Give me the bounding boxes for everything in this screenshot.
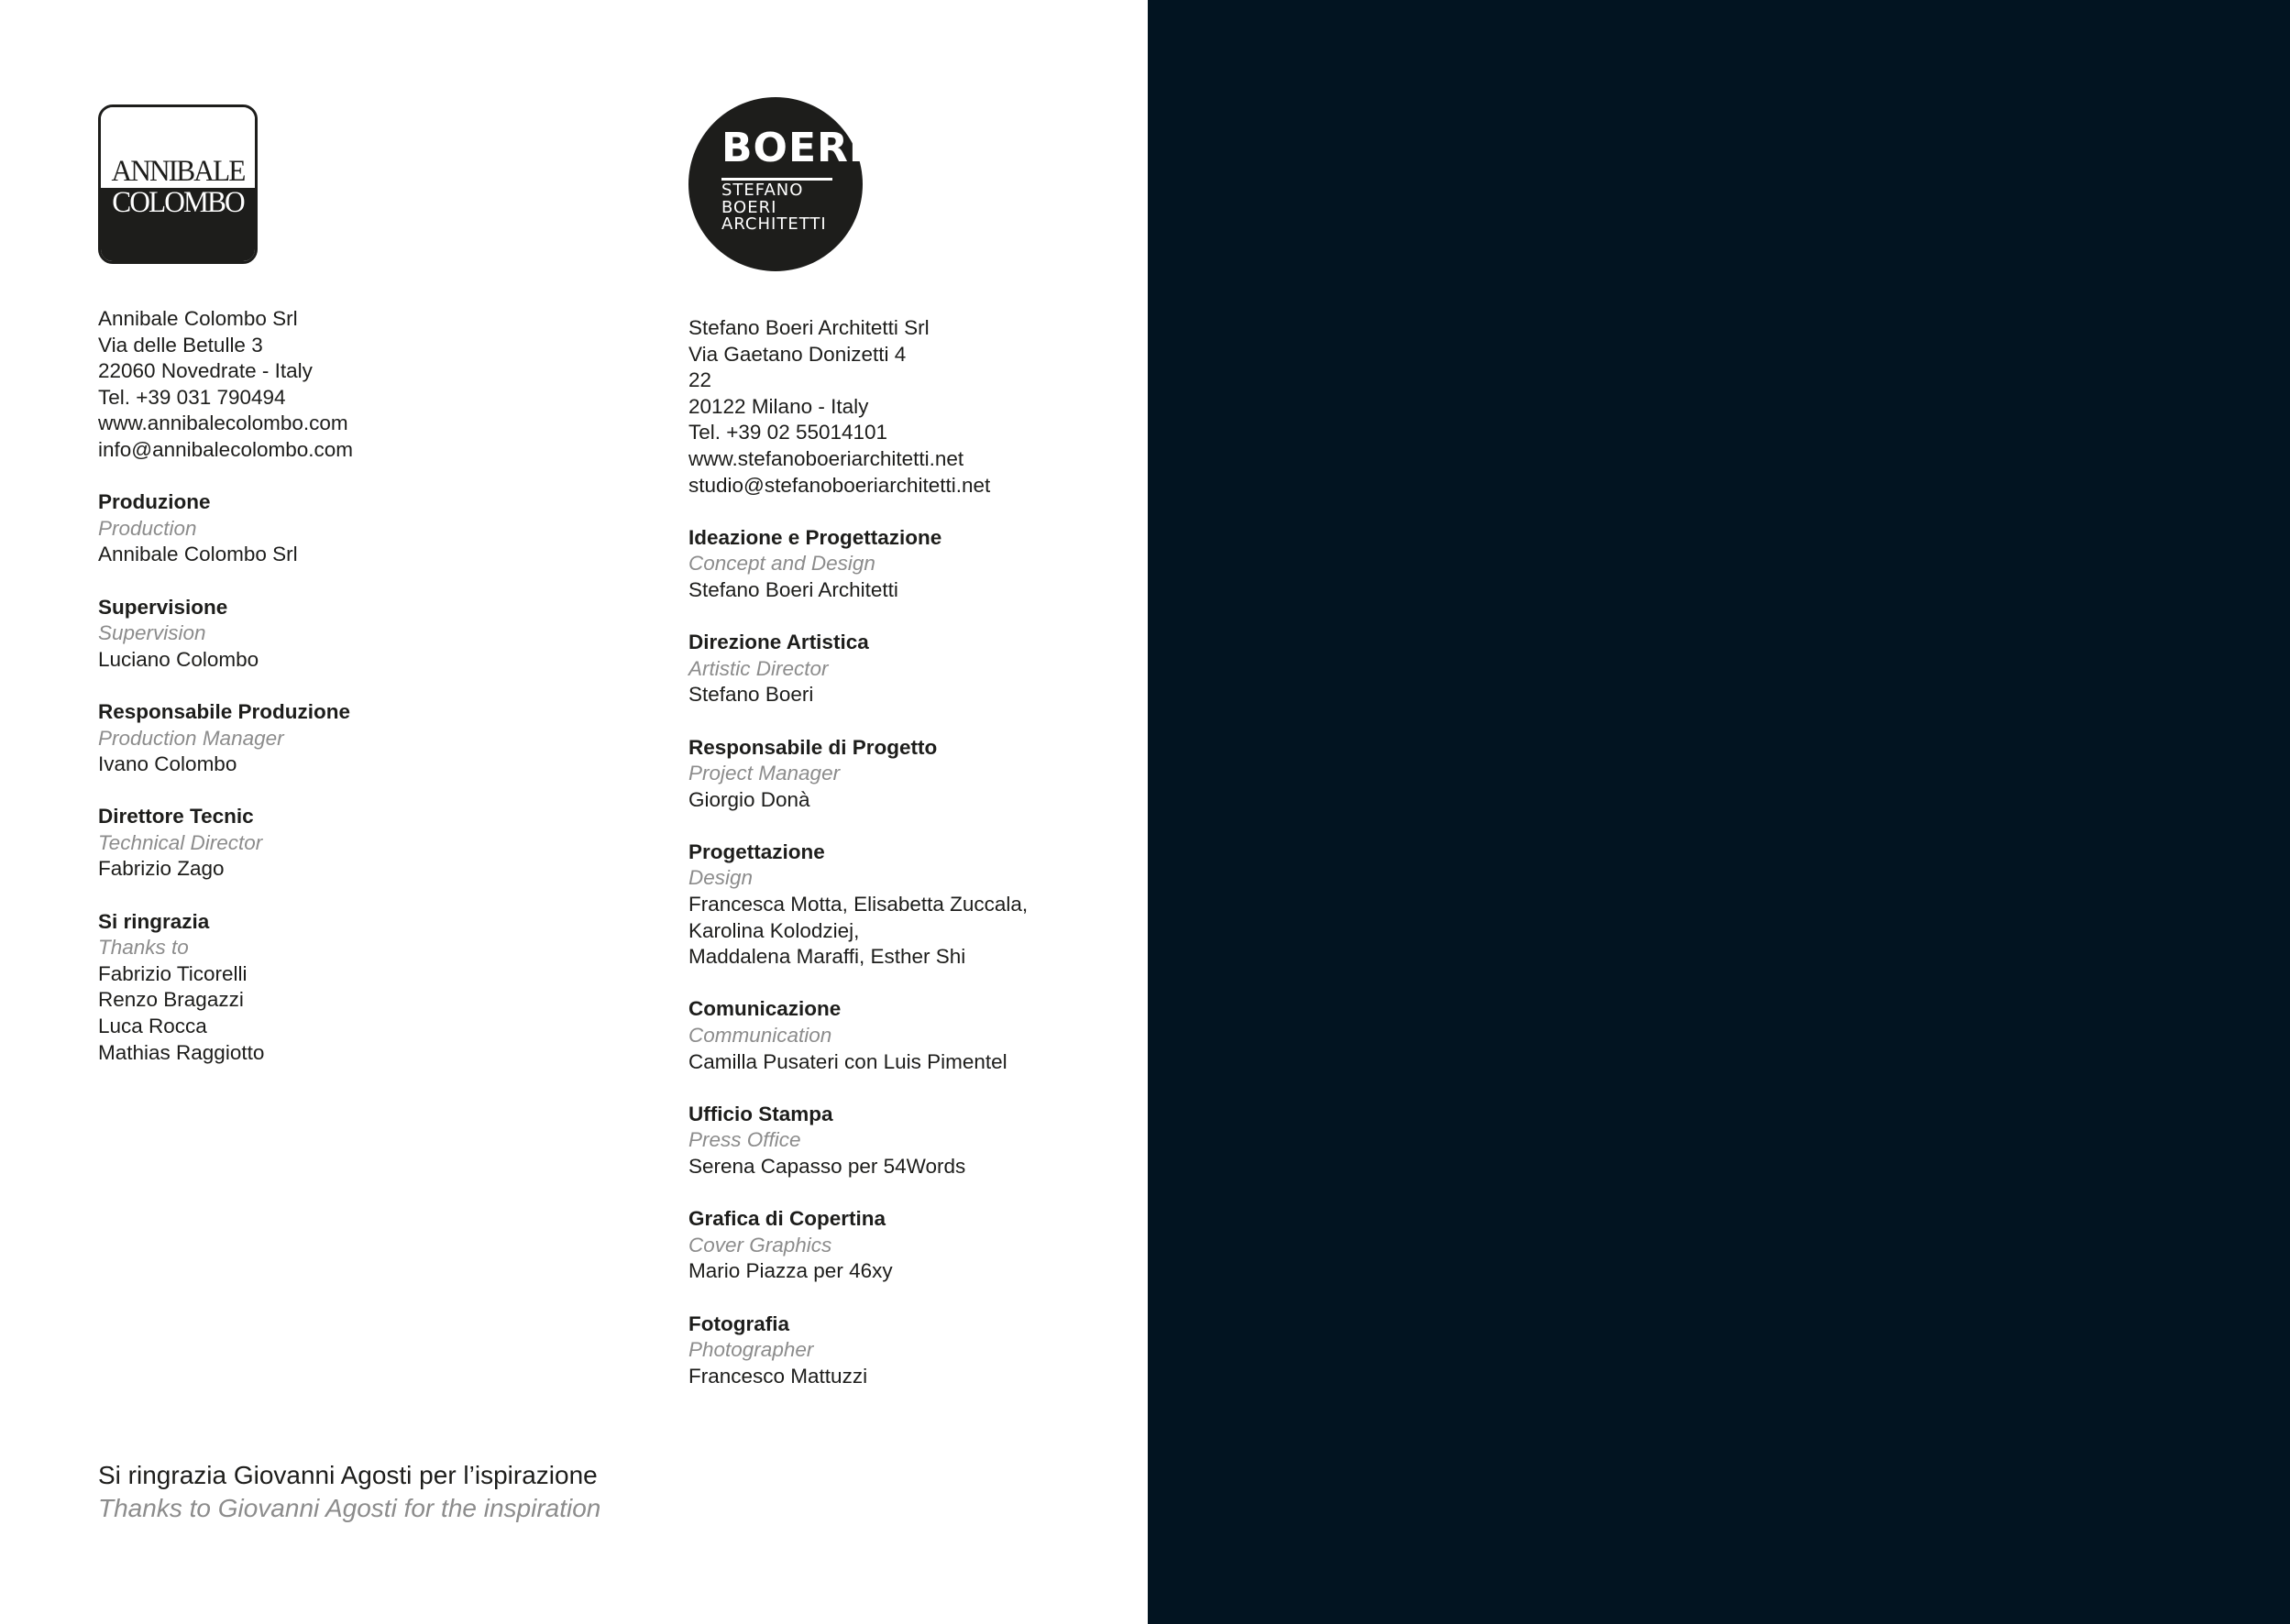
boeri-logo [688, 97, 863, 271]
annibale-colombo-logo [98, 104, 258, 264]
credit-fotografia [688, 1311, 1275, 1390]
credit-name: Maddalena Maraffi, Esther Shi [688, 945, 966, 969]
credit-ideazione [688, 525, 1275, 604]
credit-name: Luciano Colombo [98, 647, 259, 671]
credit-name: Mario Piazza per 46xy [688, 1259, 893, 1283]
credit-label-en: Concept and Design [688, 552, 875, 576]
company-address [688, 315, 1275, 499]
street: Via delle Betulle 3 [98, 333, 263, 357]
credit-name: Giorgio Donà [688, 787, 810, 811]
credit-name: Fabrizio Ticorelli [98, 961, 248, 985]
phone: Tel. +39 031 790494 [98, 385, 286, 409]
street: Via Gaetano Donizetti 4 [688, 342, 907, 366]
credit-label-en: Production [98, 516, 197, 540]
credit-label-en: Technical Director [98, 830, 263, 854]
credit-ufficio-stampa [688, 1102, 1275, 1180]
thanks-english: Thanks to Giovanni Agosti for the inspiration [98, 1494, 601, 1522]
city: 20122 Milano - Italy [688, 394, 869, 418]
credit-name: Francesco Mattuzzi [688, 1364, 868, 1388]
boeri-logo-sub-line: ARCHITETTI [721, 214, 827, 234]
boeri-logo-sub-line: BOERI [721, 197, 777, 217]
credit-label-it: Progettazione [688, 839, 825, 863]
credit-label-en: Thanks to [98, 936, 189, 960]
credit-label-it: Ideazione e Progettazione [688, 525, 942, 549]
credit-label-en: Artistic Director [688, 656, 829, 680]
thanks-italian: Si ringrazia Giovanni Agosti per l’ispirazione [98, 1461, 598, 1489]
credit-label-en: Production Manager [98, 726, 284, 750]
credit-label-it: Responsabile di Progetto [688, 735, 938, 759]
credit-si-ringrazia [98, 909, 685, 1067]
credit-responsabile-produzione [98, 699, 685, 778]
boeri-logo-title: BOERI [721, 125, 865, 171]
boeri-logo-sub-line: STEFANO [721, 181, 804, 200]
credit-label-it: Si ringrazia [98, 909, 210, 933]
credit-grafica-copertina [688, 1206, 1275, 1285]
credit-name: Karolina Kolodziej, [688, 918, 860, 942]
credit-label-en: Cover Graphics [688, 1233, 832, 1256]
credit-label-it: Comunicazione [688, 997, 842, 1021]
boeri-logo-subtitle [721, 182, 827, 234]
credit-direzione-artistica [688, 630, 1275, 708]
credit-name: Renzo Bragazzi [98, 988, 244, 1012]
website: www.annibalecolombo.com [98, 411, 348, 435]
credit-label-en: Project Manager [688, 762, 841, 785]
credit-comunicazione [688, 996, 1275, 1075]
credit-label-en: Photographer [688, 1338, 814, 1362]
stefano-boeri-column [688, 97, 1275, 1389]
annibale-colombo-column [98, 104, 685, 1066]
credit-label-it: Supervisione [98, 595, 228, 619]
credit-name: Ivano Colombo [98, 752, 237, 776]
credit-label-it: Fotografia [688, 1311, 789, 1335]
credit-name: Fabrizio Zago [98, 857, 225, 881]
credit-label-it: Ufficio Stampa [688, 1102, 833, 1125]
email: info@annibalecolombo.com [98, 437, 353, 461]
company-address [98, 306, 685, 464]
credit-label-en: Design [688, 866, 754, 890]
company-name: Annibale Colombo Srl [98, 307, 298, 330]
address-extra: 22 [688, 368, 712, 392]
credit-supervisione [98, 595, 685, 674]
credit-direttore-tecnic [98, 804, 685, 883]
credit-label-it: Produzione [98, 490, 211, 514]
credit-label-it: Grafica di Copertina [688, 1207, 886, 1231]
credit-name: Luca Rocca [98, 1015, 207, 1038]
credit-name: Annibale Colombo Srl [98, 543, 298, 566]
logo-text-line1: ANNIBALE [111, 155, 245, 188]
email: studio@stefanoboeriarchitetti.net [688, 473, 991, 497]
city: 22060 Novedrate - Italy [98, 359, 313, 383]
credit-label-en: Communication [688, 1024, 832, 1048]
inspiration-thanks [98, 1459, 600, 1525]
credit-label-it: Direzione Artistica [688, 631, 869, 654]
credit-progettazione [688, 839, 1275, 971]
credit-name: Camilla Pusateri con Luis Pimentel [688, 1049, 1007, 1073]
credit-name: Stefano Boeri [688, 683, 814, 707]
dark-cover-panel [1148, 0, 2290, 1624]
phone: Tel. +39 02 55014101 [688, 421, 888, 444]
logo-text-line2: COLOMBO [112, 186, 244, 219]
credit-label-it: Responsabile Produzione [98, 699, 351, 723]
company-name: Stefano Boeri Architetti Srl [688, 316, 930, 339]
credit-label-en: Supervision [98, 621, 206, 645]
credit-name: Stefano Boeri Architetti [688, 577, 898, 601]
credit-name: Mathias Raggiotto [98, 1040, 265, 1064]
credit-name: Serena Capasso per 54Words [688, 1155, 966, 1178]
credit-label-it: Direttore Tecnic [98, 805, 254, 828]
credit-responsabile-progetto [688, 735, 1275, 814]
credit-name: Francesca Motta, Elisabetta Zuccala, [688, 893, 1029, 916]
website: www.stefanoboeriarchitetti.net [688, 446, 964, 470]
credit-produzione [98, 489, 685, 568]
credit-label-en: Press Office [688, 1128, 801, 1152]
